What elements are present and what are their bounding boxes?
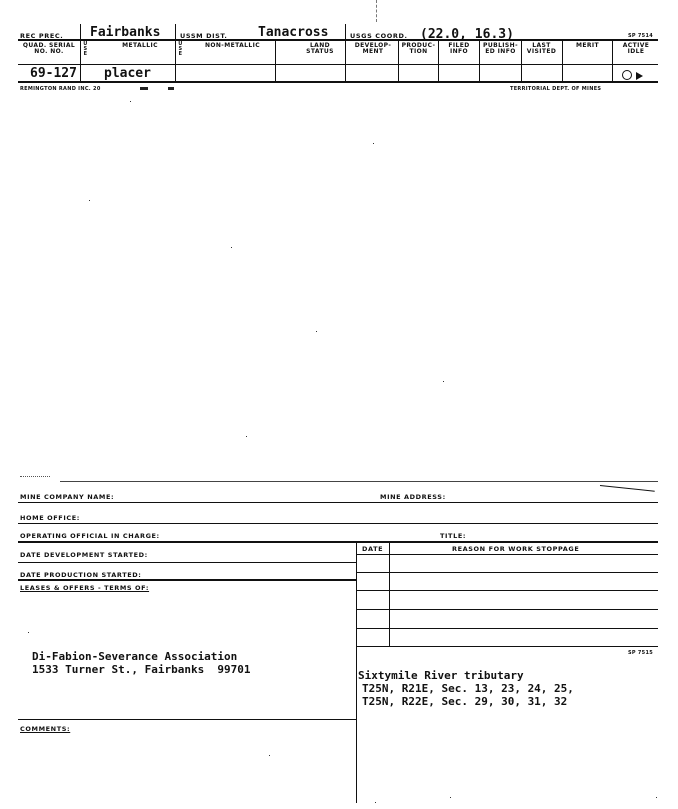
col-production: PRODUC- TION <box>401 42 436 55</box>
reason-col-label: REASON FOR WORK STOPPAGE <box>452 545 580 553</box>
col-non-metallic: NON-METALLIC <box>204 42 261 49</box>
punch-mark <box>376 0 377 22</box>
footer-right: TERRITORIAL DEPT. OF MINES <box>510 86 602 92</box>
smudge-arrow <box>636 72 643 80</box>
date-production-label: DATE PRODUCTION STARTED: <box>20 571 142 579</box>
operating-official-label: OPERATING OFFICIAL IN CHARGE: <box>20 532 160 540</box>
rec-prec-value: Fairbanks <box>90 25 161 40</box>
location-line-1: Sixtymile River tributary <box>358 669 524 682</box>
footer-mark-2 <box>168 87 174 90</box>
location-line-3: T25N, R22E, Sec. 29, 30, 31, 32 <box>362 695 568 708</box>
col-use-2: U S E <box>178 41 183 57</box>
mine-address-label: MINE ADDRESS: <box>380 493 446 501</box>
col-development: DEVELOP- MENT <box>354 42 392 55</box>
serial-value: 69-127 <box>30 66 77 81</box>
owner-line-2: 1533 Turner St., Fairbanks 99701 <box>32 663 251 676</box>
form-number-bottom: SP 7515 <box>628 650 654 656</box>
home-office-label: HOME OFFICE: <box>20 514 80 522</box>
mine-company-label: MINE COMPANY NAME: <box>20 493 115 501</box>
date-development-label: DATE DEVELOPMENT STARTED: <box>20 551 148 559</box>
footer-left: REMINGTON RAND INC. 20 <box>20 86 101 92</box>
ussm-dist-label: USSM DIST. <box>180 32 228 40</box>
col-merit: MERIT <box>575 42 599 49</box>
col-metallic: METALLIC <box>122 42 158 49</box>
owner-line-1: Di-Fabion-Severance Association <box>32 650 238 663</box>
ussm-dist-value: Tanacross <box>258 25 329 40</box>
usgs-coord-value: (22.0, 16.3) <box>420 27 514 42</box>
col-quad-serial: QUAD. SERIAL NO. NO. <box>22 42 76 55</box>
location-line-2: T25N, R21E, Sec. 13, 23, 24, 25, <box>362 682 574 695</box>
col-use-1: U S E <box>83 41 88 57</box>
col-published-info: PUBLISH- ED INFO <box>483 42 518 55</box>
col-last-visited: LAST VISITED <box>526 42 557 55</box>
footer-mark-1 <box>140 87 148 90</box>
col-land-status: LAND STATUS <box>306 42 334 55</box>
smudge-mark <box>622 70 632 80</box>
form-number-top: SP 7514 <box>628 33 654 39</box>
usgs-coord-label: USGS COORD. <box>350 32 408 40</box>
col-filed-info: FILED INFO <box>448 42 470 55</box>
comments-label: COMMENTS: <box>20 725 71 733</box>
rec-prec-label: REC PREC. <box>20 32 64 40</box>
metallic-value: placer <box>104 66 151 81</box>
leases-label: LEASES & OFFERS - TERMS OF: <box>20 584 150 592</box>
title-label: TITLE: <box>440 532 467 540</box>
col-active-idle: ACTIVE IDLE <box>622 42 650 55</box>
card-edge-marks <box>20 476 50 477</box>
date-col-label: DATE <box>362 545 384 553</box>
